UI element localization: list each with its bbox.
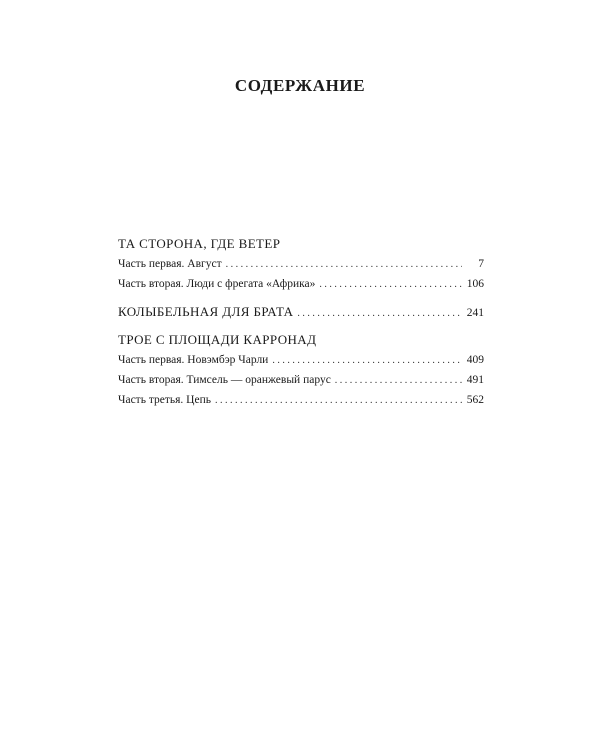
dot-leader xyxy=(226,255,462,275)
toc-entry xyxy=(118,274,484,294)
dot-leader xyxy=(319,275,462,295)
page-title: СОДЕРЖАНИЕ xyxy=(234,76,366,95)
entry-page-number: 491 xyxy=(466,374,484,386)
entry-label: Часть вторая. Тимсель — оранжевый парус xyxy=(118,374,331,386)
toc-entry xyxy=(118,370,484,390)
toc-entry xyxy=(118,254,484,274)
toc-section-1 xyxy=(118,234,484,294)
entry-page-number: 106 xyxy=(466,278,484,290)
entry-page-number: 241 xyxy=(466,307,484,319)
section-heading: ТА СТОРОНА, ГДЕ ВЕТЕР xyxy=(118,236,281,251)
toc-entry xyxy=(118,390,484,410)
entry-label: Часть первая. Август xyxy=(118,258,222,270)
entry-page-number: 409 xyxy=(466,354,484,366)
toc-entry xyxy=(118,302,484,322)
toc-entry xyxy=(118,350,484,370)
entry-page-number: 562 xyxy=(466,394,484,406)
dot-leader xyxy=(272,351,462,371)
entry-page-number: 7 xyxy=(478,258,484,270)
toc-section-3 xyxy=(118,330,484,410)
table-of-contents xyxy=(118,234,484,418)
section-heading: ТРОЕ С ПЛОЩАДИ КАРРОНАД xyxy=(118,332,317,347)
section-heading: КОЛЫБЕЛЬНАЯ ДЛЯ БРАТА xyxy=(118,304,294,319)
toc-section-2 xyxy=(118,302,484,322)
entry-label: Часть вторая. Люди с фрегата «Африка» xyxy=(118,278,316,290)
entry-label: Часть первая. Новэмбэр Чарли xyxy=(118,354,269,366)
dot-leader xyxy=(215,391,462,411)
entry-label: Часть третья. Цепь xyxy=(118,394,211,406)
dot-leader xyxy=(297,304,462,324)
dot-leader xyxy=(335,371,462,391)
